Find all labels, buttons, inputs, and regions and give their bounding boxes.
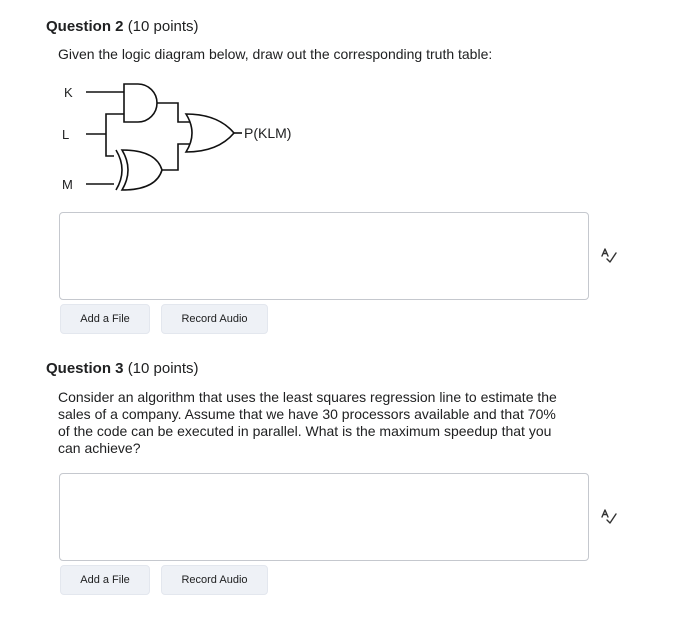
question-2-prompt: Given the logic diagram below, draw out the corresponding truth table: (58, 46, 493, 62)
question-3-label: Question 3 (46, 360, 124, 377)
question-2-record-audio-button[interactable]: Record Audio (161, 304, 268, 334)
or-gate (186, 114, 234, 152)
question-3-prompt: Consider an algorithm that uses the least squares regression line to estimate the sales of a company. Assume that we have 30 processors available and that 70% of the code can be executed in parallel. What is the maximum speedup that you can achieve? (58, 389, 557, 456)
and-gate (124, 84, 157, 122)
wire-l-to-xor (106, 134, 114, 156)
question-3-points: (10 points) (127, 360, 199, 377)
input-l-label: L (62, 127, 70, 142)
wire-l-to-and (106, 114, 124, 134)
logic-diagram (56, 78, 316, 198)
spellcheck-icon[interactable] (600, 247, 618, 263)
xor-gate (122, 150, 162, 190)
question-2-add-file-button[interactable]: Add a File (60, 304, 150, 334)
xor-gate-back-curve (116, 150, 122, 190)
question-2-label: Question 2 (46, 18, 124, 35)
input-m-label: M (62, 177, 73, 192)
wire-xor-to-or (162, 144, 190, 170)
question-2-title (46, 18, 199, 35)
question-3-title (46, 360, 199, 377)
output-label: P(KLM) (244, 125, 292, 141)
question-3-record-audio-button[interactable]: Record Audio (161, 565, 268, 595)
spellcheck-icon[interactable] (600, 508, 618, 524)
wire-and-to-or (157, 103, 190, 122)
question-3-add-file-button[interactable]: Add a File (60, 565, 150, 595)
question-2-answer-field[interactable] (59, 212, 589, 300)
question-2-points: (10 points) (127, 18, 199, 35)
question-3-answer-field[interactable] (59, 473, 589, 561)
input-k-label: K (64, 85, 73, 100)
